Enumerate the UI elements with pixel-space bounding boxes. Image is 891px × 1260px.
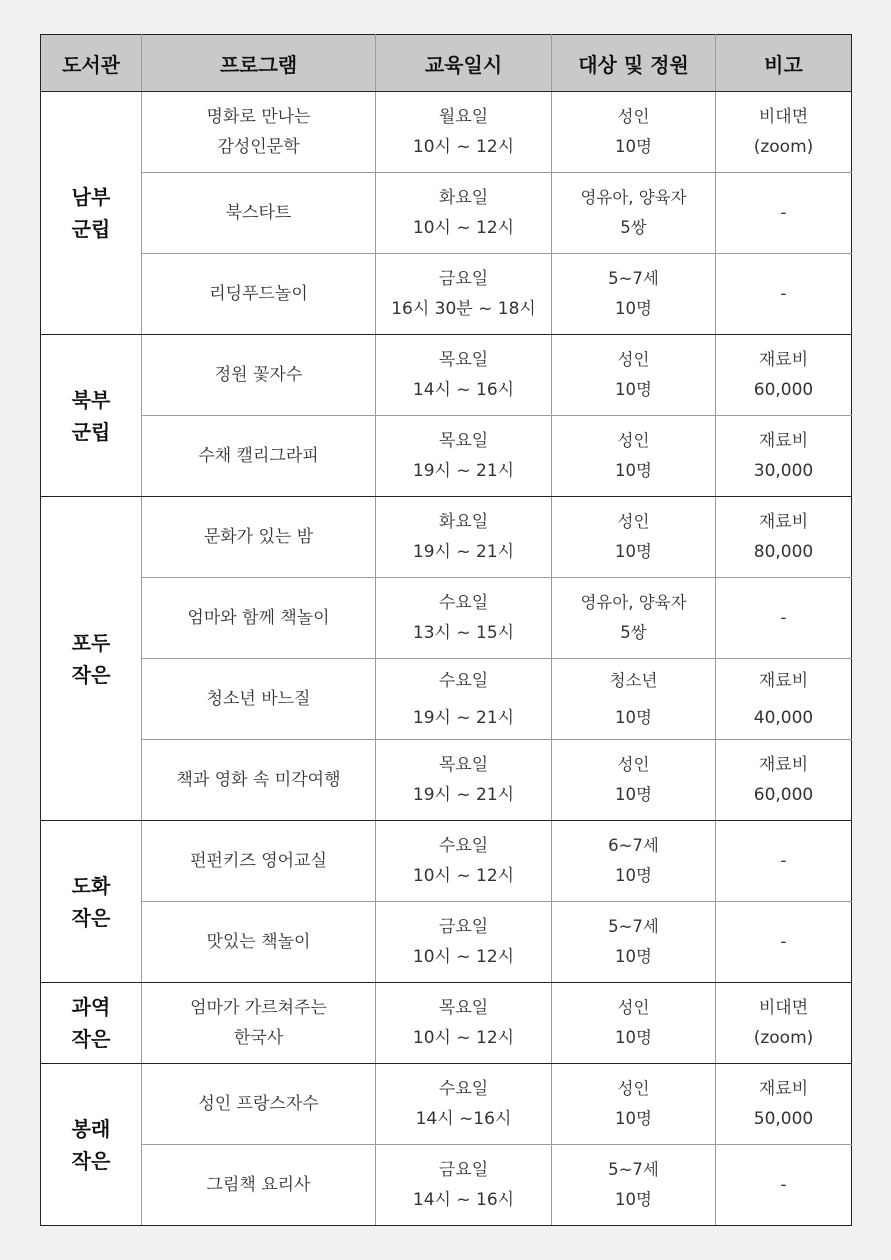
schedule-line: 10시 ~ 12시 <box>412 137 515 157</box>
program-line: 수채 캘리그라피 <box>198 446 319 466</box>
note-cell <box>716 983 852 1064</box>
target-cell <box>552 821 716 902</box>
note-cell <box>716 335 852 416</box>
library-name-line: 북부 <box>71 387 111 412</box>
library-name-line: 작은 <box>71 1148 111 1173</box>
program-line: 책과 영화 속 미각여행 <box>176 770 341 790</box>
schedule-line: 14시 ~ 16시 <box>412 380 515 400</box>
target-line: 10명 <box>615 380 652 399</box>
program-cell <box>142 416 376 497</box>
schedule-line: 14시 ~16시 <box>415 1109 512 1129</box>
table-row <box>41 659 852 740</box>
note-line: - <box>780 932 787 952</box>
program-line: 청소년 바느질 <box>206 689 311 709</box>
program-cell <box>142 740 376 821</box>
note-cell <box>716 497 852 578</box>
target-line: 성인 <box>617 998 650 1017</box>
program-line: 북스타트 <box>225 203 292 223</box>
schedule-cell <box>376 254 552 335</box>
table-row <box>41 92 852 173</box>
target-line: 10명 <box>615 542 652 561</box>
target-line: 성인 <box>617 755 650 774</box>
schedule-cell <box>376 92 552 173</box>
schedule-cell <box>376 173 552 254</box>
schedule-cell <box>376 497 552 578</box>
target-cell <box>552 902 716 983</box>
library-name-line: 봉래 <box>71 1116 111 1141</box>
note-line: (zoom) <box>753 1028 814 1048</box>
target-line: 10명 <box>615 461 652 480</box>
schedule-cell <box>376 1064 552 1145</box>
target-line: 10명 <box>615 137 652 156</box>
library-name-line: 작은 <box>71 1027 111 1051</box>
note-line: 재료비 <box>758 670 809 691</box>
program-line: 엄마가 가르쳐주는 <box>190 998 327 1018</box>
header-library: 도서관 <box>41 35 142 92</box>
table-row <box>41 1145 852 1226</box>
target-line: 10명 <box>615 1190 652 1209</box>
schedule-line: 금요일 <box>438 1160 489 1180</box>
program-cell <box>142 254 376 335</box>
program-schedule-table <box>40 34 852 1226</box>
schedule-line: 10시 ~ 12시 <box>412 1028 515 1048</box>
note-line: 60,000 <box>753 380 814 400</box>
schedule-line: 16시 30분 ~ 18시 <box>391 299 536 319</box>
program-line: 성인 프랑스자수 <box>198 1094 319 1114</box>
note-line: - <box>780 851 787 871</box>
note-line: 재료비 <box>758 755 809 775</box>
program-cell <box>142 1064 376 1145</box>
program-line: 한국사 <box>233 1028 284 1048</box>
schedule-cell <box>376 983 552 1064</box>
target-line: 5~7세 <box>608 917 659 936</box>
note-line: 재료비 <box>758 350 809 370</box>
table-row <box>41 173 852 254</box>
library-name-line: 군립 <box>71 217 111 241</box>
target-cell <box>552 1145 716 1226</box>
note-line: 50,000 <box>753 1109 814 1129</box>
header-target: 대상 및 정원 <box>552 35 716 92</box>
target-line: 10명 <box>615 707 652 727</box>
note-cell <box>716 821 852 902</box>
library-name-cell <box>41 335 142 497</box>
note-line: 비대면 <box>758 998 809 1018</box>
table-row <box>41 740 852 821</box>
schedule-line: 10시 ~ 12시 <box>412 947 515 967</box>
schedule-line: 화요일 <box>438 512 489 532</box>
target-line: 6~7세 <box>608 836 659 855</box>
target-line: 영유아, 양육자 <box>580 188 687 207</box>
schedule-cell <box>376 821 552 902</box>
target-line: 10명 <box>615 947 652 966</box>
table-body <box>41 92 852 1226</box>
program-cell <box>142 902 376 983</box>
target-line: 청소년 <box>609 670 658 690</box>
program-cell <box>142 578 376 659</box>
library-name-line: 작은 <box>71 662 111 687</box>
target-cell <box>552 659 716 740</box>
target-line: 성인 <box>617 350 650 369</box>
schedule-cell <box>376 659 552 740</box>
table-row <box>41 254 852 335</box>
library-name-line: 남부 <box>71 185 111 209</box>
library-name-cell <box>41 92 142 335</box>
schedule-line: 14시 ~ 16시 <box>412 1190 515 1210</box>
header-program: 프로그램 <box>142 35 376 92</box>
table-row <box>41 497 852 578</box>
schedule-cell <box>376 335 552 416</box>
program-line: 맛있는 책놀이 <box>206 932 311 952</box>
schedule-line: 수요일 <box>438 836 489 856</box>
target-line: 영유아, 양육자 <box>580 593 687 612</box>
note-cell <box>716 578 852 659</box>
library-name-line: 도화 <box>71 873 111 898</box>
schedule-line: 13시 ~ 15시 <box>412 623 515 643</box>
table-row <box>41 902 852 983</box>
table-row <box>41 1064 852 1145</box>
header-schedule: 교육일시 <box>376 35 552 92</box>
target-cell <box>552 497 716 578</box>
note-line: 재료비 <box>758 431 809 451</box>
schedule-line: 수요일 <box>438 670 489 691</box>
note-cell <box>716 416 852 497</box>
schedule-line: 금요일 <box>438 917 489 937</box>
target-cell <box>552 335 716 416</box>
target-line: 성인 <box>617 107 650 126</box>
schedule-line: 19시 ~ 21시 <box>412 707 515 728</box>
library-name-cell <box>41 983 142 1064</box>
target-cell <box>552 254 716 335</box>
schedule-line: 수요일 <box>438 1079 489 1099</box>
program-cell <box>142 92 376 173</box>
note-line: 재료비 <box>758 512 809 532</box>
header-row <box>41 35 852 92</box>
target-cell <box>552 740 716 821</box>
program-line: 문화가 있는 밤 <box>203 527 314 547</box>
target-line: 5~7세 <box>608 269 659 288</box>
target-line: 5쌍 <box>620 218 647 237</box>
program-cell <box>142 659 376 740</box>
program-line: 리딩푸드놀이 <box>209 284 308 304</box>
target-line: 10명 <box>615 1109 652 1128</box>
program-schedule-document <box>40 34 852 1226</box>
program-line: 그림책 요리사 <box>206 1175 311 1195</box>
program-cell <box>142 821 376 902</box>
schedule-line: 화요일 <box>438 188 489 208</box>
note-line: 60,000 <box>753 785 814 805</box>
schedule-cell <box>376 1145 552 1226</box>
program-line: 엄마와 함께 책놀이 <box>187 608 330 628</box>
library-name-cell <box>41 1064 142 1226</box>
schedule-line: 10시 ~ 12시 <box>412 866 515 886</box>
program-cell <box>142 497 376 578</box>
note-line: 30,000 <box>753 461 814 481</box>
table-row <box>41 578 852 659</box>
program-cell <box>142 983 376 1064</box>
target-cell <box>552 92 716 173</box>
target-line: 10명 <box>615 866 652 885</box>
table-row <box>41 416 852 497</box>
schedule-line: 목요일 <box>438 350 489 370</box>
library-name-line: 과역 <box>71 995 111 1019</box>
library-name-line: 작은 <box>71 905 111 930</box>
note-cell <box>716 1064 852 1145</box>
schedule-line: 월요일 <box>438 107 489 127</box>
note-line: 재료비 <box>758 1079 809 1099</box>
note-line: - <box>780 1175 787 1195</box>
program-line: 감성인문학 <box>217 137 300 157</box>
schedule-cell <box>376 416 552 497</box>
header-note: 비고 <box>716 35 852 92</box>
note-cell <box>716 902 852 983</box>
target-line: 성인 <box>617 431 650 450</box>
schedule-line: 19시 ~ 21시 <box>412 542 515 562</box>
schedule-cell <box>376 740 552 821</box>
schedule-line: 10시 ~ 12시 <box>412 218 515 238</box>
library-name-cell <box>41 497 142 821</box>
note-cell <box>716 173 852 254</box>
target-cell <box>552 578 716 659</box>
target-cell <box>552 416 716 497</box>
note-cell <box>716 740 852 821</box>
schedule-cell <box>376 578 552 659</box>
target-line: 5~7세 <box>608 1160 659 1179</box>
library-name-line: 포두 <box>71 630 111 655</box>
note-cell <box>716 1145 852 1226</box>
library-name-line: 군립 <box>71 419 111 444</box>
library-name-cell <box>41 821 142 983</box>
note-cell <box>716 254 852 335</box>
program-line: 명화로 만나는 <box>206 107 311 127</box>
note-line: (zoom) <box>753 137 814 157</box>
program-cell <box>142 173 376 254</box>
program-line: 정원 꽃자수 <box>214 365 303 385</box>
note-cell <box>716 92 852 173</box>
target-line: 10명 <box>615 299 652 318</box>
schedule-line: 목요일 <box>438 755 489 775</box>
target-line: 성인 <box>617 1079 650 1098</box>
target-cell <box>552 983 716 1064</box>
target-line: 5쌍 <box>620 623 647 642</box>
target-cell <box>552 173 716 254</box>
note-cell <box>716 659 852 740</box>
note-line: - <box>780 203 787 223</box>
table-row <box>41 821 852 902</box>
note-line: - <box>780 284 787 304</box>
schedule-line: 금요일 <box>438 269 489 289</box>
note-line: - <box>780 608 787 628</box>
program-cell <box>142 1145 376 1226</box>
schedule-line: 19시 ~ 21시 <box>412 461 515 481</box>
target-line: 10명 <box>615 785 652 804</box>
program-cell <box>142 335 376 416</box>
schedule-line: 19시 ~ 21시 <box>412 785 515 805</box>
target-line: 성인 <box>617 512 650 531</box>
schedule-line: 목요일 <box>438 431 489 451</box>
note-line: 80,000 <box>753 542 814 562</box>
schedule-line: 수요일 <box>438 593 489 613</box>
table-row <box>41 335 852 416</box>
table-row <box>41 983 852 1064</box>
note-line: 40,000 <box>753 707 814 728</box>
program-line: 펀펀키즈 영어교실 <box>190 851 327 871</box>
schedule-cell <box>376 902 552 983</box>
schedule-line: 목요일 <box>438 998 489 1018</box>
note-line: 비대면 <box>758 107 809 127</box>
target-line: 10명 <box>615 1028 652 1047</box>
target-cell <box>552 1064 716 1145</box>
